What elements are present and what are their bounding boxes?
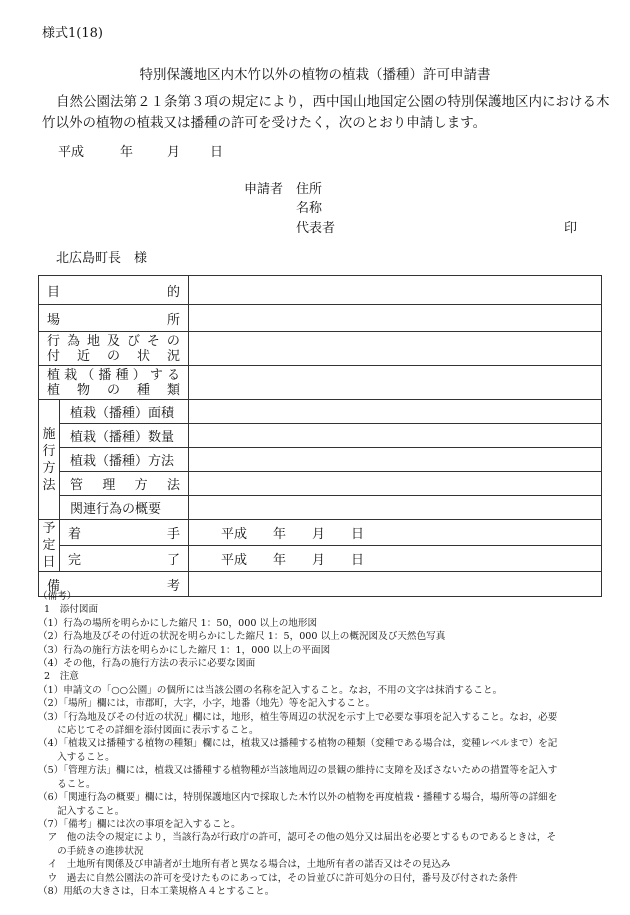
note-item: イ 土地所有関係及び申請者が土地所有者と異なる場合は，土地所有者の諾否又はその見込み xyxy=(38,859,451,871)
purpose-label: 目 的 xyxy=(47,284,180,300)
applicant-label: 申請者 xyxy=(244,182,284,197)
quantity-label: 植栽（播種）数量 xyxy=(60,424,189,448)
note-item: （2）行為地及びその付近の状況を明らかにした縮尺 1：5，000 以上の概況図及び天然色写真 xyxy=(38,631,446,643)
remarks-label: 備 考 xyxy=(47,578,180,594)
management-label-cell xyxy=(60,472,189,496)
intro-line-1: 自然公園法第２１条第３項の規定により，西中国山地国定公園の特別保護地区内における木 xyxy=(56,94,610,110)
site-condition-label-line-1: 行 為 地 及 び そ の xyxy=(47,333,180,349)
start-date-value[interactable]: 平成 年 月 日 xyxy=(189,520,602,546)
seal-mark: 印 xyxy=(564,221,578,236)
related-activity-label: 関連行為の概要 xyxy=(60,496,189,520)
related-activity-value[interactable] xyxy=(189,496,602,520)
note-attachments-heading: 1 添付図面 xyxy=(44,604,99,616)
notes-heading: （備考） xyxy=(38,591,77,602)
application-date xyxy=(58,141,245,160)
start-label-cell xyxy=(60,520,189,546)
note-item: （2）「場所」欄には，市郡町，大字，小字，地番（地先）等を記入すること。 xyxy=(38,698,376,710)
note-item: （3）「行為地及びその付近の状況」欄には，地形，植生等周辺の状況を示す上で必要な事項を記入すること。なお，必要 xyxy=(38,711,558,723)
note-caution-heading: 2 注意 xyxy=(44,671,79,683)
note-item: （7）「備考」欄には次の事項を記入すること。 xyxy=(38,818,241,830)
intro-line-2: 竹以外の植物の植栽又は播種の許可を受けたく，次のとおり申請します。 xyxy=(42,115,487,131)
management-label: 管 理 方 法 xyxy=(70,478,180,493)
note-item: （3）行為の施行方法を明らかにした縮尺 1：1，000 以上の平面図 xyxy=(38,644,331,656)
note-item: （5）「管理方法」欄には，植栽又は播種する植物種が当該地周辺の景観の維持に支障を及ぼさないための措置等を記入す xyxy=(38,765,558,777)
note-item: （1）行為の場所を明らかにした縮尺 1：50，000 以上の地形図 xyxy=(38,617,318,629)
plant-type-label-line-1: 植 栽 （ 播 種 ） す る xyxy=(47,367,180,383)
note-item: （8）用紙の大きさは，日本工業規格Ａ４とすること。 xyxy=(38,885,275,897)
end-label: 完 了 xyxy=(68,553,180,568)
end-label-cell xyxy=(60,546,189,572)
notes-section xyxy=(38,590,618,898)
note-item: （6）「関連行為の概要」欄には，特別保護地区内で採取した木竹以外の植物を再度植栽・播種する場合，場所等の詳細を xyxy=(38,792,558,804)
note-item: に応じてその詳細を添付図面に表示すること。 xyxy=(38,725,259,737)
note-item: ること。 xyxy=(38,778,96,790)
date-year: 年 xyxy=(120,145,134,160)
applicant-representative-label: 代表者 xyxy=(296,221,336,236)
schedule-side-label: 予 定 日 xyxy=(39,520,60,572)
note-item: （1）申請文の「○○公園」の個所には当該公園の名称を記入すること。なお，不用の文字は抹消すること。 xyxy=(38,684,503,696)
application-table xyxy=(38,275,602,597)
note-item: ウ 過去に自然公園法の許可を受けたものにあっては，その旨並びに許可処分の日付，番号及び付された条件 xyxy=(38,872,518,884)
date-era: 平成 xyxy=(58,145,85,160)
purpose-label-cell xyxy=(39,276,189,305)
plant-type-label-cell xyxy=(39,366,189,400)
addressee: 北広島町長 様 xyxy=(56,251,148,266)
planting-method-label: 植栽（播種）方法 xyxy=(60,448,189,472)
note-item: ア 他の法令の規定により，当該行為が行政庁の許可，認可その他の処分又は届出を必要とするものであるときは，そ xyxy=(38,832,557,844)
date-month: 月 xyxy=(167,145,181,160)
method-side-label: 施 行 方 法 xyxy=(39,400,60,520)
note-item: （4）その他，行為の施行方法の表示に必要な図面 xyxy=(38,658,256,670)
place-value[interactable] xyxy=(189,305,602,332)
form-number: 様式1(18) xyxy=(42,26,103,41)
place-label-cell xyxy=(39,305,189,332)
note-item: 入すること。 xyxy=(38,751,115,763)
management-value[interactable] xyxy=(189,472,602,496)
place-label: 場 所 xyxy=(47,312,180,328)
purpose-value[interactable] xyxy=(189,276,602,305)
note-item: の手続きの進捗状況 xyxy=(38,845,144,857)
plant-type-label-line-2: 植 物 の 種 類 xyxy=(47,382,180,398)
applicant-address-label: 住所 xyxy=(296,182,323,197)
plant-type-value[interactable] xyxy=(189,366,602,400)
site-condition-label-cell xyxy=(39,332,189,366)
quantity-value[interactable] xyxy=(189,424,602,448)
planting-method-value[interactable] xyxy=(189,448,602,472)
area-value[interactable] xyxy=(189,400,602,424)
note-item: （4）「植栽又は播種する植物の種類」欄には，植栽又は播種する植物の種類（変種である場合は，変種レベルまで）を記 xyxy=(38,738,558,750)
applicant-name-label: 名称 xyxy=(296,201,323,216)
end-date-value[interactable]: 平成 年 月 日 xyxy=(189,546,602,572)
start-label: 着 手 xyxy=(68,527,180,542)
area-label: 植栽（播種）面積 xyxy=(60,400,189,424)
site-condition-label-line-2: 付 近 の 状 況 xyxy=(47,348,180,364)
document-title: 特別保護地区内木竹以外の植物の植栽（播種）許可申請書 xyxy=(139,67,491,83)
note-item: 記入すること。 xyxy=(38,805,125,817)
date-day: 日 xyxy=(210,145,224,160)
site-condition-value[interactable] xyxy=(189,332,602,366)
